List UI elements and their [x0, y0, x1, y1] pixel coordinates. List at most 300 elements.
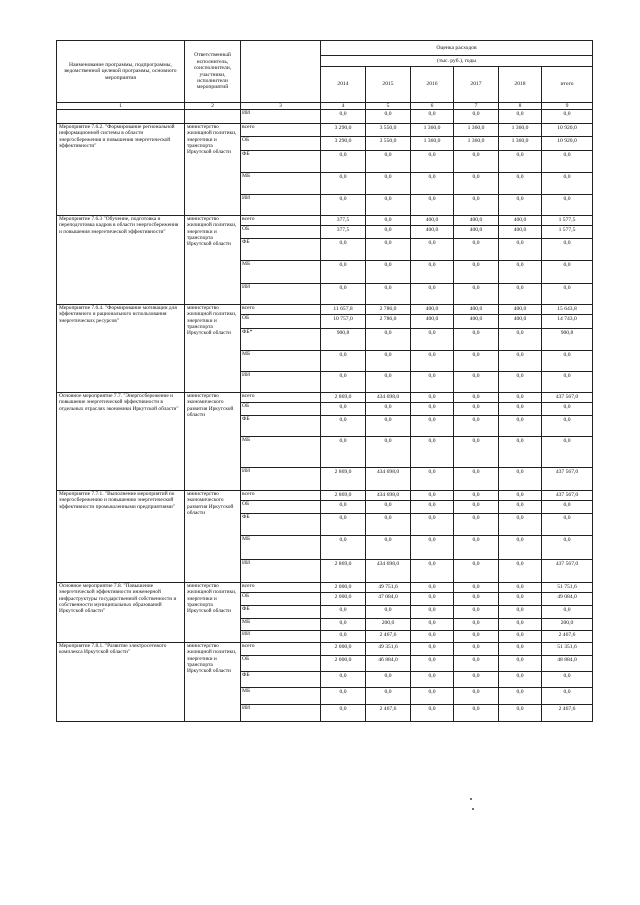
name-cell-blank: [57, 110, 185, 124]
header-year: 2018: [499, 67, 542, 103]
source-cell: МБ: [241, 536, 321, 560]
value-cell: 437 567,0: [542, 491, 593, 501]
value-cell: 1 360,0: [411, 124, 454, 137]
value-cell: 400,0: [411, 305, 454, 315]
value-cell: 400,0: [454, 305, 499, 315]
value-cell: 0,0: [454, 606, 499, 619]
table-row: [57, 643, 593, 656]
value-cell: 0,0: [499, 491, 542, 501]
value-cell: 0,0: [454, 372, 499, 393]
value-cell: 0,0: [411, 151, 454, 173]
source-cell: ОБ: [241, 137, 321, 151]
value-cell: 0,0: [499, 372, 542, 393]
value-cell: 0,0: [411, 403, 454, 416]
value-cell: 0,0: [411, 672, 454, 688]
source-cell: ОБ: [241, 226, 321, 239]
value-cell: 2 786,0: [366, 305, 411, 315]
value-cell: 400,0: [411, 216, 454, 226]
value-cell: 0,0: [499, 416, 542, 437]
value-cell: 0,0: [542, 173, 593, 195]
source-cell: ИИ: [241, 468, 321, 491]
source-cell: ФБ*: [241, 329, 321, 351]
value-cell: 0,0: [542, 151, 593, 173]
value-cell: 0,0: [411, 195, 454, 216]
value-cell: 10 757,0: [321, 315, 366, 329]
header-row-1: [57, 41, 593, 56]
value-cell: 0,0: [499, 437, 542, 468]
value-cell: 0,0: [542, 403, 593, 416]
value-cell: 2 000,0: [321, 593, 366, 606]
source-cell: ОБ: [241, 593, 321, 606]
value-cell: 0,0: [366, 351, 411, 372]
value-cell: 0,0: [454, 501, 499, 514]
value-cell: 0,0: [366, 226, 411, 239]
value-cell: 0,0: [321, 372, 366, 393]
value-cell: 0,0: [366, 688, 411, 705]
value-cell: 0,0: [321, 284, 366, 305]
value-cell: 434 698,0: [366, 560, 411, 583]
table-row: [57, 216, 593, 226]
value-cell: 0,0: [499, 705, 542, 722]
value-cell: 900,8: [321, 329, 366, 351]
value-cell: 0,0: [454, 656, 499, 672]
executor-cell: министерство жилищной политики, энергетики и транспорта Иркутской области: [185, 124, 241, 216]
value-cell: 0,0: [411, 416, 454, 437]
value-cell: 0,0: [454, 593, 499, 606]
value-cell: 0,0: [366, 372, 411, 393]
value-cell: 434 698,0: [366, 393, 411, 403]
column-number: 6: [411, 103, 454, 110]
header-year: 2017: [454, 67, 499, 103]
value-cell: 0,0: [321, 606, 366, 619]
value-cell: 0,0: [499, 110, 542, 124]
value-cell: 0,0: [454, 643, 499, 656]
column-number: 3: [241, 103, 321, 110]
header-year: 2015: [366, 67, 411, 103]
value-cell: 0,0: [411, 593, 454, 606]
value-cell: 0,0: [411, 560, 454, 583]
value-cell: 2 869,0: [321, 560, 366, 583]
value-cell: 400,0: [499, 216, 542, 226]
value-cell: 0,0: [499, 403, 542, 416]
value-cell: 0,0: [366, 284, 411, 305]
scan-speck: [472, 808, 474, 810]
value-cell: 2 000,0: [321, 643, 366, 656]
table-row: [57, 491, 593, 501]
value-cell: 0,0: [366, 536, 411, 560]
value-cell: 2 000,0: [321, 583, 366, 593]
value-cell: 200,0: [542, 619, 593, 631]
executor-cell-blank: [185, 110, 241, 124]
value-cell: 0,0: [542, 351, 593, 372]
value-cell: 0,0: [411, 491, 454, 501]
value-cell: 0,0: [542, 239, 593, 261]
value-cell: 0,0: [499, 351, 542, 372]
value-cell: 3 290,0: [321, 137, 366, 151]
value-cell: 0,0: [454, 672, 499, 688]
value-cell: 0,0: [499, 656, 542, 672]
value-cell: 2 467,6: [542, 631, 593, 643]
value-cell: 0,0: [366, 437, 411, 468]
source-cell: ФБ: [241, 151, 321, 173]
value-cell: 0,0: [321, 151, 366, 173]
value-cell: 0,0: [366, 606, 411, 619]
value-cell: 0,0: [499, 195, 542, 216]
value-cell: 0,0: [411, 514, 454, 536]
value-cell: 400,0: [454, 216, 499, 226]
value-cell: 400,0: [411, 315, 454, 329]
value-cell: 0,0: [411, 688, 454, 705]
value-cell: 900,8: [542, 329, 593, 351]
value-cell: 47 084,0: [366, 593, 411, 606]
value-cell: 377,5: [321, 226, 366, 239]
value-cell: 0,0: [321, 536, 366, 560]
value-cell: 1 360,0: [454, 124, 499, 137]
value-cell: 0,0: [454, 468, 499, 491]
source-cell: МБ: [241, 351, 321, 372]
value-cell: 0,0: [411, 643, 454, 656]
measure-name-cell: Мероприятие 7.7.1. "Выполнение мероприятий по энергосбережению и повышению энергетической эффективности промышленными предприятиями": [57, 491, 185, 583]
value-cell: 0,0: [454, 536, 499, 560]
value-cell: 0,0: [454, 631, 499, 643]
value-cell: 2 869,0: [321, 468, 366, 491]
value-cell: 0,0: [542, 195, 593, 216]
value-cell: 0,0: [411, 501, 454, 514]
value-cell: 0,0: [321, 631, 366, 643]
source-cell: МБ: [241, 173, 321, 195]
source-cell: ФБ: [241, 416, 321, 437]
source-cell: ИИ: [241, 560, 321, 583]
value-cell: 0,0: [499, 514, 542, 536]
value-cell: 0,0: [499, 173, 542, 195]
expense-table: [56, 40, 593, 722]
value-cell: 0,0: [542, 416, 593, 437]
value-cell: 10 920,0: [542, 137, 593, 151]
value-cell: 0,0: [411, 536, 454, 560]
value-cell: 0,0: [411, 606, 454, 619]
value-cell: 3 550,0: [366, 124, 411, 137]
value-cell: 0,0: [321, 705, 366, 722]
value-cell: 11 657,8: [321, 305, 366, 315]
value-cell: 0,0: [321, 672, 366, 688]
value-cell: 0,0: [411, 284, 454, 305]
value-cell: 0,0: [542, 261, 593, 284]
column-number: 9: [542, 103, 593, 110]
value-cell: 0,0: [454, 514, 499, 536]
executor-cell: министерство жилищной политики, энергетики и транспорта Иркутской области: [185, 643, 241, 722]
value-cell: 3 290,0: [321, 124, 366, 137]
value-cell: 1 360,0: [454, 137, 499, 151]
value-cell: 0,0: [454, 284, 499, 305]
value-cell: 0,0: [499, 643, 542, 656]
header-name: Наименование программы, подпрограммы, ведомственной целевой программы, основного мероприятия: [57, 41, 185, 103]
value-cell: 0,0: [366, 110, 411, 124]
executor-cell: министерство жилищной политики, энергетики и транспорта Иркутской области: [185, 305, 241, 393]
value-cell: 0,0: [542, 688, 593, 705]
value-cell: 0,0: [366, 173, 411, 195]
value-cell: 0,0: [499, 468, 542, 491]
value-cell: 51 351,6: [542, 643, 593, 656]
value-cell: 0,0: [411, 631, 454, 643]
value-cell: 0,0: [321, 239, 366, 261]
table-row: [57, 305, 593, 315]
value-cell: 0,0: [411, 583, 454, 593]
value-cell: 0,0: [321, 688, 366, 705]
value-cell: 0,0: [499, 393, 542, 403]
value-cell: 0,0: [454, 403, 499, 416]
scan-speck: [470, 798, 472, 800]
value-cell: 49 751,6: [366, 583, 411, 593]
source-cell: ОБ: [241, 501, 321, 514]
value-cell: 0,0: [366, 672, 411, 688]
value-cell: 0,0: [321, 619, 366, 631]
source-cell: всего: [241, 124, 321, 137]
value-cell: 0,0: [542, 514, 593, 536]
value-cell: 0,0: [499, 631, 542, 643]
column-numbers-row: [57, 103, 593, 110]
source-cell: ИИ: [241, 631, 321, 643]
value-cell: 0,0: [454, 195, 499, 216]
value-cell: 0,0: [321, 110, 366, 124]
value-cell: 0,0: [411, 468, 454, 491]
column-number: 5: [366, 103, 411, 110]
value-cell: 0,0: [321, 501, 366, 514]
expense-table-sheet: [56, 40, 593, 722]
value-cell: 0,0: [411, 329, 454, 351]
value-cell: 0,0: [366, 239, 411, 261]
value-cell: 0,0: [542, 284, 593, 305]
value-cell: 0,0: [366, 216, 411, 226]
value-cell: 0,0: [366, 261, 411, 284]
value-cell: 0,0: [366, 416, 411, 437]
executor-cell: министерство экономического развития Иркутской области: [185, 393, 241, 491]
value-cell: 437 567,0: [542, 393, 593, 403]
value-cell: 0,0: [411, 173, 454, 195]
value-cell: 200,0: [366, 619, 411, 631]
executor-cell: министерство жилищной политики, энергетики и транспорта Иркутской области: [185, 216, 241, 305]
value-cell: 434 698,0: [366, 468, 411, 491]
value-cell: 0,0: [454, 560, 499, 583]
value-cell: 0,0: [499, 536, 542, 560]
source-cell: всего: [241, 216, 321, 226]
value-cell: 0,0: [499, 583, 542, 593]
value-cell: 0,0: [499, 284, 542, 305]
source-cell: ИИ: [241, 284, 321, 305]
source-cell: всего: [241, 643, 321, 656]
measure-name-cell: Мероприятие 7.6.3 "Обучение, подготовка и переподготовка кадров в области энергосбережения и повышения энергетической эффективности": [57, 216, 185, 305]
table-row: [57, 583, 593, 593]
value-cell: 0,0: [542, 437, 593, 468]
value-cell: 2 000,0: [321, 656, 366, 672]
source-cell: ОБ: [241, 315, 321, 329]
value-cell: 0,0: [321, 195, 366, 216]
measure-name-cell: Мероприятие 7.8.1. "Развитие электросетевого комплекса Иркутской области": [57, 643, 185, 722]
value-cell: 0,0: [454, 329, 499, 351]
value-cell: 0,0: [454, 239, 499, 261]
value-cell: 46 884,0: [366, 656, 411, 672]
value-cell: 2 869,0: [321, 393, 366, 403]
header-year: 2014: [321, 67, 366, 103]
value-cell: 0,0: [321, 437, 366, 468]
value-cell: 1 360,0: [411, 137, 454, 151]
column-number: 4: [321, 103, 366, 110]
value-cell: 3 550,0: [366, 137, 411, 151]
value-cell: 0,0: [454, 619, 499, 631]
value-cell: 0,0: [366, 329, 411, 351]
value-cell: 1 577,5: [542, 216, 593, 226]
value-cell: 0,0: [411, 239, 454, 261]
value-cell: 48 884,0: [542, 656, 593, 672]
table-row: [57, 393, 593, 403]
source-cell: всего: [241, 393, 321, 403]
value-cell: 0,0: [454, 110, 499, 124]
value-cell: 400,0: [454, 315, 499, 329]
value-cell: 1 360,0: [499, 124, 542, 137]
measure-name-cell: Мероприятие 7.6.2. "Формирование региональной информационной системы в области энергосбережения и повышения энергетической эффективности": [57, 124, 185, 216]
column-number: 2: [185, 103, 241, 110]
value-cell: 0,0: [499, 619, 542, 631]
value-cell: 0,0: [542, 501, 593, 514]
value-cell: 0,0: [321, 403, 366, 416]
source-cell: ИИ: [241, 195, 321, 216]
value-cell: 14 743,0: [542, 315, 593, 329]
executor-cell: министерство экономического развития Иркутской области: [185, 491, 241, 583]
value-cell: 0,0: [499, 151, 542, 173]
value-cell: 0,0: [499, 560, 542, 583]
value-cell: 0,0: [321, 261, 366, 284]
column-number: 8: [499, 103, 542, 110]
value-cell: 437 567,0: [542, 468, 593, 491]
value-cell: 0,0: [454, 173, 499, 195]
value-cell: 0,0: [542, 372, 593, 393]
source-cell: ФБ: [241, 606, 321, 619]
value-cell: 49 351,6: [366, 643, 411, 656]
value-cell: 0,0: [411, 705, 454, 722]
value-cell: 0,0: [454, 437, 499, 468]
value-cell: 2 869,0: [321, 491, 366, 501]
value-cell: 0,0: [454, 416, 499, 437]
value-cell: 0,0: [499, 672, 542, 688]
table-row: [57, 124, 593, 137]
source-cell: всего: [241, 583, 321, 593]
value-cell: 0,0: [411, 110, 454, 124]
value-cell: 0,0: [366, 151, 411, 173]
value-cell: 0,0: [499, 593, 542, 606]
value-cell: 2 467,6: [366, 705, 411, 722]
value-cell: 0,0: [499, 329, 542, 351]
source-cell: ОБ: [241, 403, 321, 416]
table-row: [57, 110, 593, 124]
value-cell: 400,0: [499, 305, 542, 315]
header-year: 2016: [411, 67, 454, 103]
value-cell: 2 786,0: [366, 315, 411, 329]
value-cell: 0,0: [366, 501, 411, 514]
value-cell: 0,0: [411, 351, 454, 372]
value-cell: 0,0: [499, 261, 542, 284]
header-source-blank: [241, 41, 321, 103]
source-cell: ИИ: [241, 110, 321, 124]
value-cell: 0,0: [321, 416, 366, 437]
source-cell: ФБ: [241, 672, 321, 688]
value-cell: 0,0: [454, 393, 499, 403]
value-cell: 0,0: [454, 351, 499, 372]
value-cell: 0,0: [321, 351, 366, 372]
measure-name-cell: Основное мероприятие 7.8. "Повышение энергетической эффективности инженерной инфраструктуры государственной собственности и собственности муниципальных образований Иркутской области": [57, 583, 185, 643]
source-cell: ИИ: [241, 372, 321, 393]
value-cell: 0,0: [366, 514, 411, 536]
source-cell: всего: [241, 491, 321, 501]
column-number: 1: [57, 103, 185, 110]
value-cell: 400,0: [499, 315, 542, 329]
value-cell: 0,0: [454, 261, 499, 284]
measure-name-cell: Основное мероприятие 7.7. "Энергосбережение и повышение энергетической эффективности в отдельных отраслях экономики Иркутской области": [57, 393, 185, 491]
value-cell: 400,0: [411, 226, 454, 239]
source-cell: ОБ: [241, 656, 321, 672]
value-cell: 1 360,0: [499, 137, 542, 151]
source-cell: ИИ: [241, 705, 321, 722]
value-cell: 0,0: [411, 372, 454, 393]
source-cell: МБ: [241, 619, 321, 631]
value-cell: 49 084,0: [542, 593, 593, 606]
source-cell: МБ: [241, 437, 321, 468]
value-cell: 0,0: [454, 151, 499, 173]
header-executor: Ответственный исполнитель, соисполнители, участники, исполнители мероприятий: [185, 41, 241, 103]
value-cell: 400,0: [499, 226, 542, 239]
value-cell: 0,0: [366, 195, 411, 216]
value-cell: 400,0: [454, 226, 499, 239]
value-cell: 10 920,0: [542, 124, 593, 137]
value-cell: 2 467,6: [542, 705, 593, 722]
value-cell: 2 467,6: [366, 631, 411, 643]
value-cell: 0,0: [499, 501, 542, 514]
value-cell: 51 751,6: [542, 583, 593, 593]
value-cell: 0,0: [411, 437, 454, 468]
value-cell: 0,0: [411, 656, 454, 672]
value-cell: 0,0: [411, 393, 454, 403]
value-cell: 0,0: [542, 536, 593, 560]
value-cell: 1 577,5: [542, 226, 593, 239]
value-cell: 0,0: [454, 491, 499, 501]
source-cell: ФБ: [241, 514, 321, 536]
value-cell: 377,5: [321, 216, 366, 226]
header-estimate: Оценка расходов: [321, 41, 593, 56]
value-cell: 437 567,0: [542, 560, 593, 583]
executor-cell: министерство жилищной политики, энергетики и транспорта Иркутской области: [185, 583, 241, 643]
header-units: (тыс. руб.), годы: [321, 56, 593, 67]
value-cell: 434 698,0: [366, 491, 411, 501]
source-cell: всего: [241, 305, 321, 315]
value-cell: 0,0: [454, 688, 499, 705]
value-cell: 0,0: [411, 619, 454, 631]
value-cell: 0,0: [454, 705, 499, 722]
value-cell: 0,0: [499, 606, 542, 619]
value-cell: 0,0: [321, 514, 366, 536]
value-cell: 0,0: [499, 239, 542, 261]
value-cell: 0,0: [411, 261, 454, 284]
source-cell: МБ: [241, 261, 321, 284]
value-cell: 15 643,8: [542, 305, 593, 315]
measure-name-cell: Мероприятие 7.6.4. "Формирование мотивации для эффективного и рационального использования энергетических ресурсов": [57, 305, 185, 393]
value-cell: 0,0: [542, 672, 593, 688]
column-number: 7: [454, 103, 499, 110]
value-cell: 0,0: [366, 403, 411, 416]
header-year-total: итого: [542, 67, 593, 103]
source-cell: МБ: [241, 688, 321, 705]
source-cell: ФБ: [241, 239, 321, 261]
value-cell: 0,0: [542, 606, 593, 619]
value-cell: 0,0: [321, 173, 366, 195]
value-cell: 0,0: [454, 583, 499, 593]
